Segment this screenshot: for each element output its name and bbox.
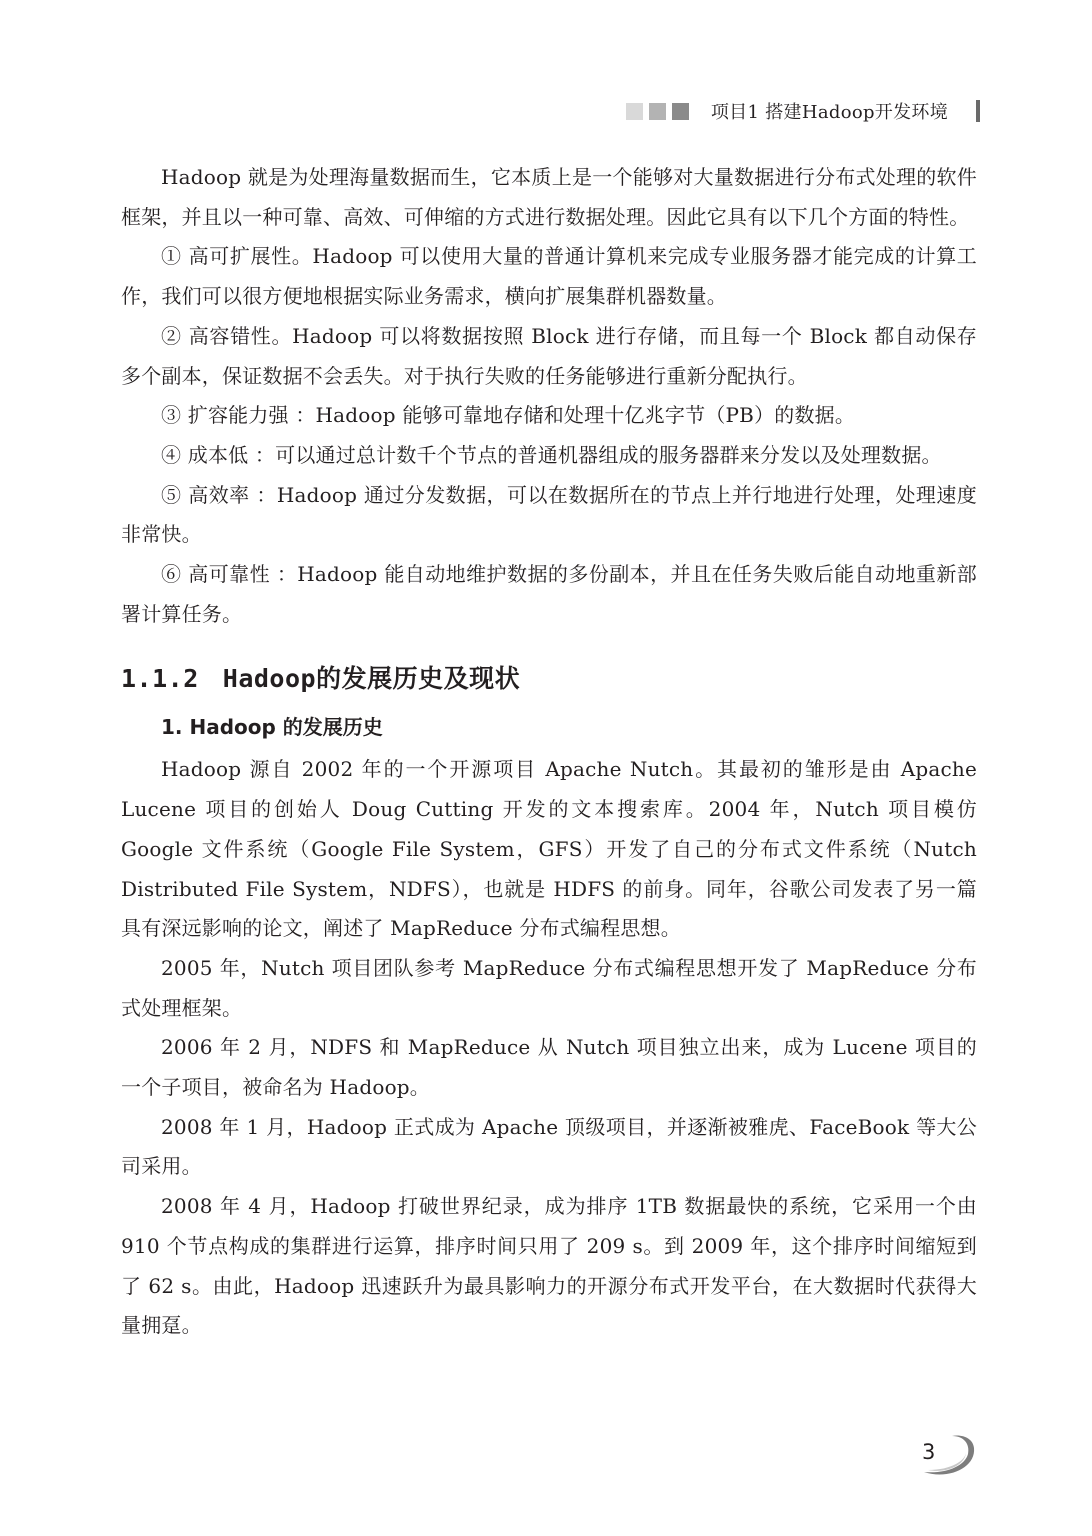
history-paragraph: 2008 年 1 月，Hadoop 正式成为 Apache 顶级项目，并逐渐被雅虎、FaceBook 等大公司采用。 [121, 1114, 977, 1179]
feature-capacity: ③ 扩容能力强 ：Hadoop 能够可靠地存储和处理十亿兆字节（PB）的数据。 [161, 403, 856, 428]
history-paragraph: 2006 年 2 月，NDFS 和 MapReduce 从 Nutch 项目独立出来，成为 Lucene 项目的一个子项目，被命名为 Hadoop。 [121, 1035, 977, 1100]
feature-efficiency: ⑤ 高效率 ：Hadoop 通过分发数据，可以在数据所在的节点上并行地进行处理，处理速度非常快。 [121, 482, 977, 547]
running-header [626, 98, 980, 124]
feature-low-cost: ④ 成本低 ：可以通过总计数千个节点的普通机器组成的服务器群来分发以及处理数据。 [161, 442, 942, 467]
history-paragraph: 2008 年 4 月，Hadoop 打破世界纪录，成为排序 1TB 数据最快的系统，它采用一个由 910 个节点构成的集群进行运算，排序时间只用了 209 s。到 2009 年，这个排序时间缩短到了 62 s。由此，Hadoop 迅速跃升为最具影响力的开源分布式开发平台，在大数据时代获得大量拥趸。 [121, 1194, 977, 1338]
header-square-mid [649, 103, 666, 120]
header-square-dark [672, 103, 689, 120]
header-square-light [626, 103, 643, 120]
feature-scalability: ① 高可扩展性。Hadoop 可以使用大量的普通计算机来完成专业服务器才能完成的计算工作，我们可以很方便地根据实际业务需求，横向扩展集群机器数量。 [121, 244, 977, 309]
header-divider [976, 100, 980, 122]
section-heading [121, 662, 977, 696]
header-title: 项目1 搭建Hadoop开发环境 [710, 102, 948, 123]
history-paragraph: 2005 年，Nutch 项目团队参考 MapReduce 分布式编程思想开发了 MapReduce 分布式处理框架。 [121, 955, 977, 1020]
intro-paragraph: Hadoop 就是为处理海量数据而生，它本质上是一个能够对大量数据进行分布式处理的软件框架，并且以一种可靠、高效、可伸缩的方式进行数据处理。因此它具有以下几个方面的特性。 [121, 165, 977, 229]
page-body [121, 158, 977, 1346]
history-paragraph: Hadoop 源自 2002 年的一个开源项目 Apache Nutch。其最初的雏形是由 Apache Lucene 项目的创始人 Doug Cutting 开发的文本搜索库。2004 年，Nutch 项目模仿 Google 文件系统（Google File System，GFS）开发了自己的分布式文件系统（Nutch Distributed File System，NDFS），也就是 HDFS 的前身。同年，谷歌公司发表了另一篇具有深远影响的论文，阐述了 MapReduce 分布式编程思想。 [121, 757, 977, 941]
section-number: 1.1.2 [121, 664, 199, 694]
subsection-heading: 1. Hadoop 的发展历史 [161, 715, 383, 740]
page-number [918, 1428, 982, 1480]
feature-fault-tolerance: ② 高容错性。Hadoop 可以将数据按照 Block 进行存储，而且每一个 Block 都自动保存多个副本，保证数据不会丢失。对于执行失败的任务能够进行重新分配执行。 [121, 323, 977, 388]
page-number-text: 3 [922, 1440, 936, 1464]
feature-reliability: ⑥ 高可靠性 ：Hadoop 能自动地维护数据的多份副本，并且在任务失败后能自动地重新部署计算任务。 [121, 562, 977, 626]
section-title-text: Hadoop的发展历史及现状 [222, 664, 521, 694]
